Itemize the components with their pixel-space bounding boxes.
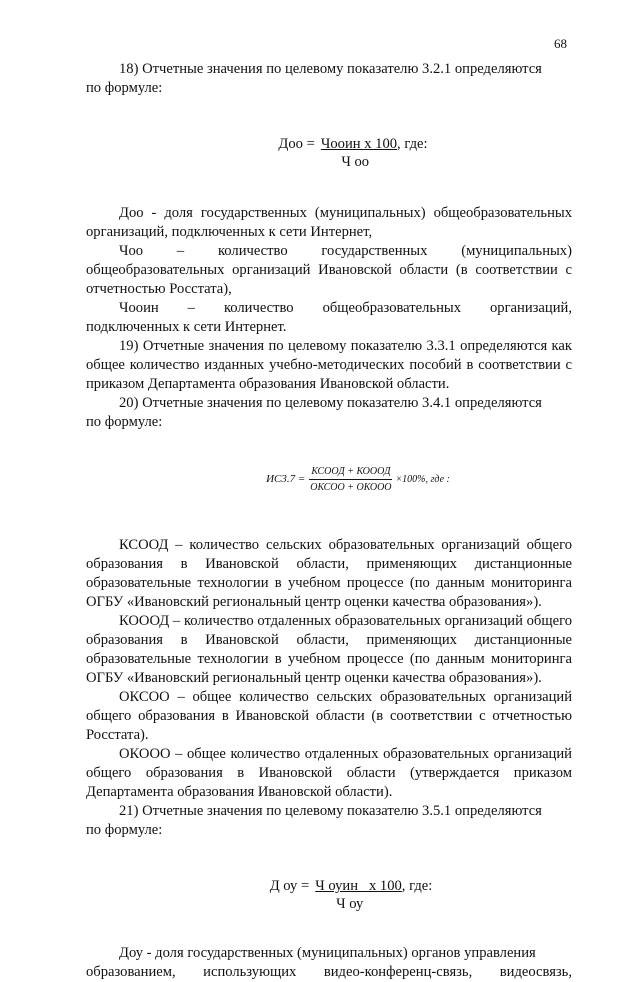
definition-chooin-line1 bbox=[86, 299, 572, 318]
formula-doo bbox=[86, 135, 572, 171]
formula-after: ×100%, где : bbox=[395, 474, 450, 485]
definition-doo: Доо - доля государственных (муниципальных) общеобразовательных организаций, подключенных к сети Интернет, bbox=[86, 205, 572, 240]
definition-ksood: КСООД – количество сельских образовательных организаций общего образования в Ивановской области, применяющих дистанционные образовательные технологии в учебном процессе (по данным мониторинга ОГБУ «Ивановский региональный центр оценки качества образования»). bbox=[86, 537, 572, 610]
definition-dou-line2 bbox=[86, 963, 572, 982]
page-number: 68 bbox=[554, 36, 567, 51]
definition-choo-line1 bbox=[86, 242, 572, 261]
word: общеобразовательных bbox=[322, 300, 461, 316]
definition-dou-line1: Доу - доля государственных (муниципальных) органов управления bbox=[119, 945, 536, 961]
word: государственных bbox=[321, 243, 428, 259]
word: использующих bbox=[203, 964, 297, 980]
formula-is37 bbox=[86, 465, 572, 494]
formula-lhs: Доо = bbox=[278, 136, 315, 152]
formula-numerator: Ч оуин х 100 bbox=[315, 878, 402, 894]
word: количество bbox=[223, 300, 294, 316]
paragraph-18-line2: по формуле: bbox=[86, 80, 163, 96]
word: – bbox=[176, 243, 185, 259]
definition-koood: КОООД – количество отдаленных образовательных организаций общего образования в Ивановской области, применяющих дистанционные образовательные технологии в учебном процессе (по данным мониторинга ОГБУ «Ивановский региональный центр оценки качества образования»). bbox=[86, 613, 572, 686]
word: видео-конференц-связь, bbox=[323, 964, 473, 980]
formula-after: , где: bbox=[401, 878, 433, 894]
formula-denominator: ОКСОО + ОКООО bbox=[310, 482, 392, 493]
paragraph-20-line2: по формуле: bbox=[86, 414, 163, 430]
definition-oksoo: ОКСОО – общее количество сельских образовательных организаций общего образования в Ивановской области (в соответствии с отчетностью Росстата). bbox=[86, 689, 572, 743]
formula-dou bbox=[86, 877, 572, 913]
formula-fraction bbox=[321, 135, 428, 171]
word: видеосвязь, bbox=[499, 964, 572, 980]
page-body bbox=[86, 60, 572, 982]
formula-fraction bbox=[309, 465, 392, 494]
definition-choo-rest: общеобразовательных организаций Ивановской области (в соответствии с отчетностью Росстата), bbox=[86, 262, 572, 297]
definition-okooo: ОКООО – общее количество отдаленных образовательных организаций общего образования в Ивановской области (утверждается приказом Департамента образования Ивановской области). bbox=[86, 746, 572, 800]
word: количество bbox=[217, 243, 288, 259]
formula-lhs: Д оу = bbox=[269, 878, 310, 894]
formula-numerator: КСООД + КОООД bbox=[309, 465, 392, 480]
word: – bbox=[187, 300, 195, 316]
formula-denominator: Ч оу bbox=[336, 896, 364, 912]
word: Чоо bbox=[119, 243, 144, 259]
paragraph-20-line1: 20) Отчетные значения по целевому показателю 3.4.1 определяются bbox=[119, 395, 542, 411]
word: образованием, bbox=[86, 964, 176, 980]
paragraph-21-line1: 21) Отчетные значения по целевому показателю 3.5.1 определяются bbox=[119, 803, 542, 819]
paragraph-21-line2: по формуле: bbox=[86, 822, 163, 838]
word: Чооин bbox=[119, 300, 159, 316]
word: (муниципальных) bbox=[461, 243, 572, 259]
formula-numerator: Чооин х 100 bbox=[320, 136, 398, 152]
paragraph-18-line1: 18) Отчетные значения по целевому показателю 3.2.1 определяются bbox=[119, 61, 542, 77]
definition-chooin-rest: подключенных к сети Интернет. bbox=[86, 319, 287, 335]
formula-lhs: ИС3.7 = bbox=[266, 473, 306, 485]
formula-fraction bbox=[315, 877, 432, 913]
word: организаций, bbox=[489, 300, 572, 316]
formula-after: , где: bbox=[397, 136, 428, 152]
formula-denominator: Ч оо bbox=[341, 154, 370, 170]
paragraph-19: 19) Отчетные значения по целевому показателю 3.3.1 определяются как общее количество изданных учебно-методических пособий в соответствии с приказом Департамента образования Ивановской области. bbox=[86, 338, 572, 392]
